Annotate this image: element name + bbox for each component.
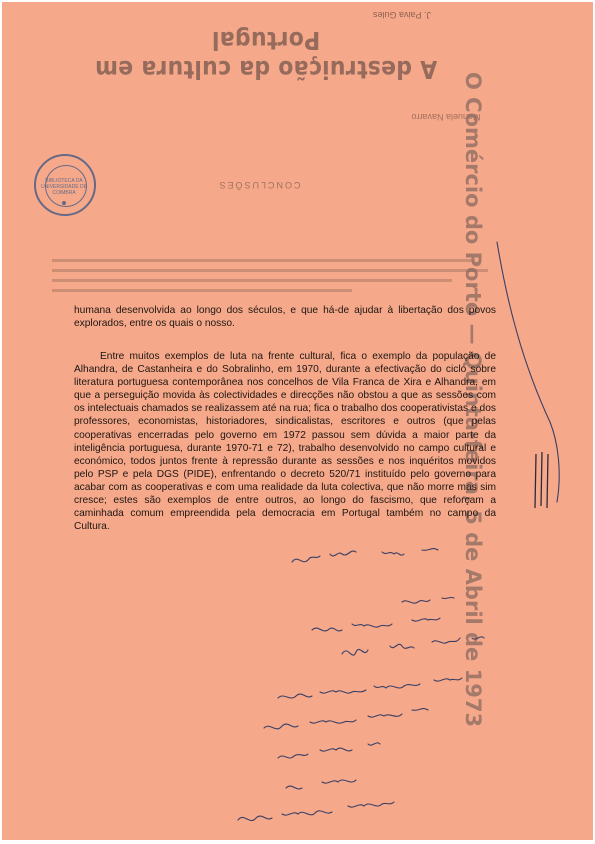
handwriting-line-5	[278, 678, 462, 698]
ghost-title: A destruição da cultura em Portugal	[94, 26, 438, 84]
vertical-newspaper-stamp-text: O Comércio do Porto — Quinta-feira, 5 de Abril de 1973	[461, 72, 485, 728]
ghost-author: Manuela Navarro	[411, 112, 481, 122]
handwriting-line-3	[312, 618, 440, 631]
handwriting-line-2	[402, 597, 454, 603]
handwriting-line-1	[292, 549, 438, 562]
long-pen-stroke	[497, 242, 559, 502]
ghost-reference: J. Paiva Gules	[372, 10, 432, 20]
paragraph-2: Entre muitos exemplos de luta na frente cultural, fica o exemplo da população de Alhandra, de Castanheira e do Sobralinho, em 1970, durante a efectivação do ciclo sobre literatura portuguesa contemporânea nos concelhos de Vila Franca de Xira e Alhandra, em que a perseguição movida às colectividades e direcções não obstou a que as sessões com os intelectuais chamados se realizassem até na rua; fica o trabalho dos cooperativistas e dos professores, economistas, historiadores, sindicalistas, escritores e outros (que pelas cooperativas encerradas pelo governo em 1972 passou sem dúvida a maior parte da inteligência portuguesa, durante 1970-71 e 72), trabalho desenvolvido no campo cultural e económico, todos juntos frente à repressão durante as sessões e nos inquéritos movidos pelo PSP e pela DGS (PIDE), enfrentando o decreto 520/71 instituído pelo governo para acabar com as cooperativas e com uma realidade da luta colectiva, que não morre mas sim cresce; estes são exemplos de entre outros, ao longo do fascismo, que reforçam a caminhada comum empreendida pela democracia em Portugal também no campo da Cultura.	[74, 351, 496, 533]
paragraph-1: humana desenvolvida ao longo dos séculos, e que há-de ajudar à libertação dos povos explorados, entre os quais o nosso.	[74, 305, 496, 330]
handwriting-line-6	[264, 709, 428, 729]
document-page	[2, 2, 593, 840]
library-stamp-text: BIBLIOTECA DA UNIVERSIDADE DE COIMBRA	[41, 178, 87, 196]
ghost-section-heading: CONCLUSÕES	[217, 180, 301, 190]
handwritten-notes	[2, 2, 593, 840]
handwriting-line-4	[342, 637, 484, 655]
handwriting-line-9	[238, 802, 394, 821]
handwriting-line-8	[286, 780, 356, 789]
handwriting-line-7	[278, 743, 380, 758]
